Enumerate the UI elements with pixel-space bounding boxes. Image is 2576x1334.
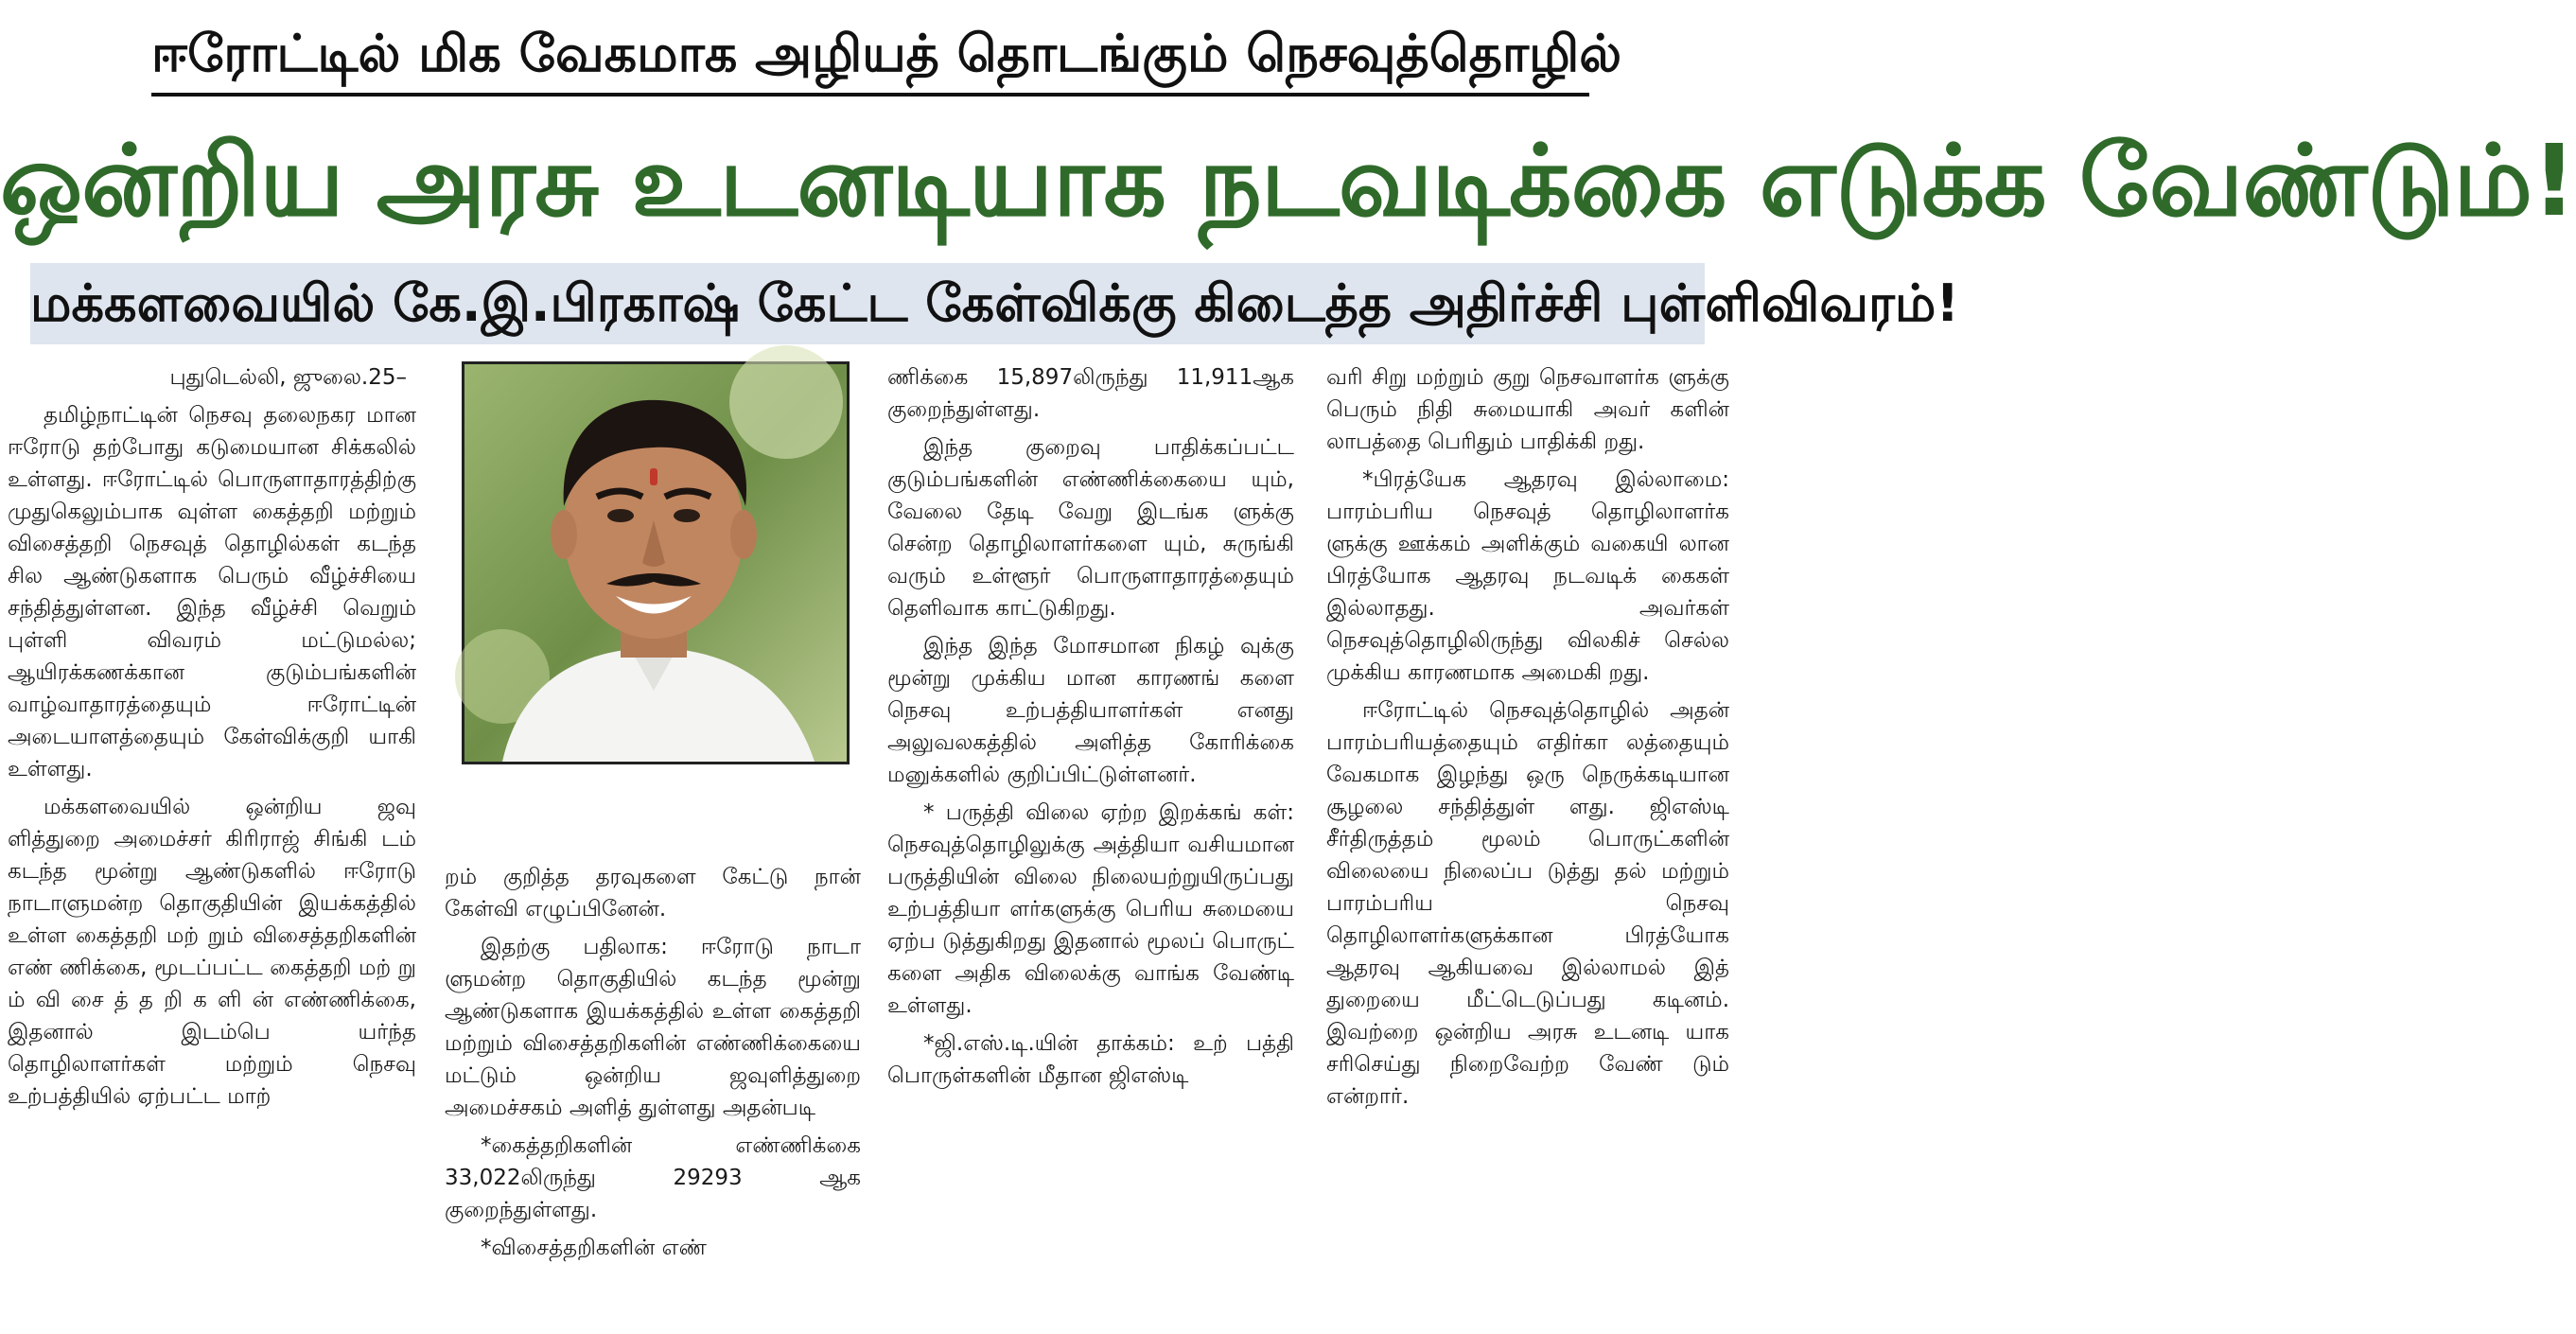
paragraph: இந்த குறைவு பாதிக்கப்பட்ட குடும்பங்களின் எண்ணிக்கையை யும், வேலை தேடி வேறு இடங்க ளுக்கு சென்ற தொழிலாளர்களை யும், சுருங்கி வரும் உள்ளூர் பொருளாதாரத்தையும் தெளிவாக காட்டுகிறது. bbox=[887, 435, 1294, 621]
subheadline: மக்களவையில் கே.இ.பிரகாஷ் கேட்ட கேள்விக்கு கிடைத்த அதிர்ச்சி புள்ளிவிவரம்! bbox=[30, 273, 1959, 333]
kicker-underline bbox=[151, 93, 1589, 97]
dateline: புதுடெல்லி, ஜுலை.25– bbox=[169, 365, 407, 390]
paragraph: இந்த இந்த மோசமான நிகழ் வுக்கு மூன்று முக்கிய மான காரணங் களை நெசவு உற்பத்தியாளர்கள் எனது அலுவலகத்தில் அளித்த கோரிக்கை மனுக்களில் குறிப்பிட்டுள்ளனர். bbox=[887, 634, 1294, 787]
paragraph: ஈரோட்டில் நெசவுத்தொழில் அதன் பாரம்பரியத்தையும் எதிர்கா லத்தையும் வேகமாக இழந்து ஒரு நெருக்கடியான சூழலை சந்தித்துள் ளது. ஜிஎஸ்டி சீர்திருத்தம் மூலம் பொருட்களின் விலையை நிலைப்ப டுத்து தல் மற்றும் பாரம்பரிய நெசவு தொழிலாளர்களுக்கான பிரத்யோக ஆதரவு ஆகியவை இல்லாமல் இத் துறையை மீட்டெடுப்பது கடினம். இவற்றை ஒன்றிய அரசு உடனடி யாக சரிசெய்து நிறைவேற்ற வேண் டும் என்றார். bbox=[1326, 698, 1729, 1109]
portrait-illustration bbox=[464, 364, 847, 762]
paragraph: மக்களவையில் ஒன்றிய ஜவு ளித்துறை அமைச்சர் கிரிராஜ் சிங்கி டம் கடந்த மூன்று ஆண்டுகளில் ஈரோடு நாடாளுமன்ற தொகுதியின் இயக்கத்தில் உள்ள கைத்தறி மற் றும் விசைத்தறிகளின் எண் ணிக்கை, மூடப்பட்ட கைத்தறி மற் று ம் வி சை த் த றி க ளி ன் எண்ணிக்கை, இதனால் இடம்பெ யர்ந்த தொழிலாளர்கள் மற்றும் நெசவு உற்பத்தியில் ஏற்பட்ட மாற் bbox=[8, 795, 416, 1109]
paragraph: தமிழ்நாட்டின் நெசவு தலைநகர மான ஈரோடு தற்போது கடுமையான சிக்கலில் உள்ளது. ஈரோட்டில் பொருளாதாரத்திற்கு முதுகெலும்பாக வுள்ள கைத்தறி மற்றும் விசைத்தறி நெசவுத் தொழில்கள் கடந்த சில ஆண்டுகளாக பெரும் வீழ்ச்சியை சந்தித்துள்ளன. இந்த வீழ்ச்சி வெறும் புள்ளி விவரம் மட்டுமல்ல; ஆயிரக்கணக்கான குடும்பங்களின் வாழ்வாதாரத்தையும் ஈரோட்டின் அடையாளத்தையும் கேள்விக்குறி யாகி உள்ளது. bbox=[8, 403, 416, 781]
main-headline: ஒன்றிய அரசு உடனடியாக நடவடிக்கை எடுக்க வேண்டும்! bbox=[0, 123, 2576, 238]
article-column-1 bbox=[8, 361, 416, 1326]
paragraph: *விசைத்தறிகளின் எண் bbox=[481, 1236, 707, 1260]
paragraph: *கைத்தறிகளின் எண்ணிக்கை 33,022லிருந்து 29293 ஆக குறைந்துள்ளது. bbox=[445, 1133, 861, 1222]
paragraph: * பருத்தி விலை ஏற்ற இறக்கங் கள்: நெசவுத்தொழிலுக்கு அத்தியா வசியமான பருத்தியின் விலை நிலையற்றுயிருப்பது உற்பத்தியா ளர்களுக்கு பெரிய சுமையை ஏற்ப டுத்துகிறது இதனால் மூலப் பொருட் களை அதிக விலைக்கு வாங்க வேண்டி உள்ளது. bbox=[887, 800, 1294, 1018]
paragraph: ணிக்கை 15,897லிருந்து 11,911ஆக குறைந்துள்ளது. bbox=[887, 365, 1294, 422]
article-column-2 bbox=[445, 861, 861, 1326]
article-column-4 bbox=[1326, 361, 1729, 1326]
portrait-photo bbox=[462, 361, 850, 764]
paragraph: *பிரத்யேக ஆதரவு இல்லாமை: பாரம்பரிய நெசவுத் தொழிலாளர்க ளுக்கு ஊக்கம் அளிக்கும் வகையி லான பிரத்யோக ஆதரவு நடவடிக் கைகள் இல்லாதது. அவர்கள் நெசவுத்தொழிலிருந்து விலகிச் செல்ல முக்கிய காரணமாக அமைகி றது. bbox=[1326, 467, 1729, 685]
paragraph: இதற்கு பதிலாக: ஈரோடு நாடா ளுமன்ற தொகுதியில் கடந்த மூன்று ஆண்டுகளாக இயக்கத்தில் உள்ள கைத்தறி மற்றும் விசைத்தறிகளின் எண்ணிக்கையை மட்டும் ஒன்றிய ஜவுளித்துறை அமைச்சகம் அளித் துள்ளது அதன்படி bbox=[445, 935, 861, 1120]
kicker-headline: ஈரோட்டில் மிக வேகமாக அழியத் தொடங்கும் நெசவுத்தொழில் bbox=[151, 24, 1622, 83]
paragraph: றம் குறித்த தரவுகளை கேட்டு நான் கேள்வி எழுப்பினேன். bbox=[445, 865, 861, 922]
article-column-3 bbox=[887, 361, 1294, 1326]
paragraph: வரி சிறு மற்றும் குறு நெசவாளர்க ளுக்கு பெரும் நிதி சுமையாகி அவர் களின் லாபத்தை பெரிதும் பாதிக்கி றது. bbox=[1326, 365, 1729, 454]
paragraph: *ஜி.எஸ்.டி.யின் தாக்கம்: உற் பத்தி பொருள்களின் மீதான ஜிஎஸ்டி bbox=[887, 1031, 1294, 1088]
